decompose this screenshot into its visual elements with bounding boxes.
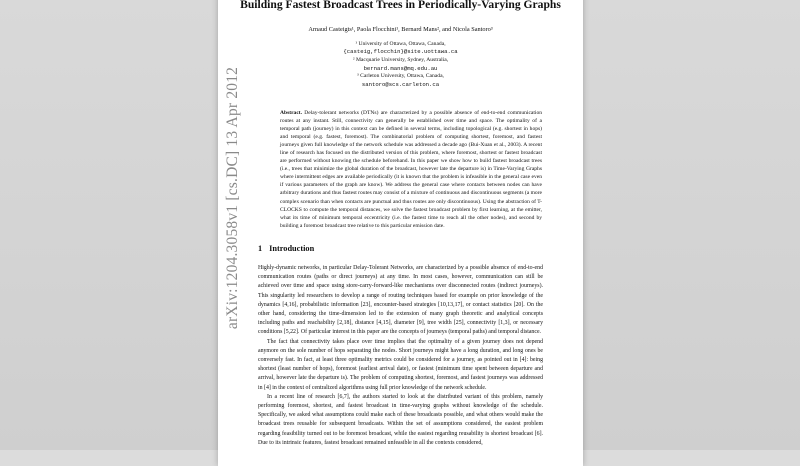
paper-title: Building Fastest Broadcast Trees in Periodically-Varying Graphs	[240, 0, 561, 11]
affiliation-3-email[interactable]: santoro@scs.carleton.ca	[361, 81, 440, 88]
affiliation-1: ¹ University of Ottawa, Ottawa, Canada,	[355, 41, 446, 47]
affiliation-1-email[interactable]: {casteig,flocchin}@site.uottawa.ca	[343, 48, 458, 55]
section-heading	[258, 244, 314, 253]
abstract-text: Delay-tolerant networks (DTNs) are characterized by a possible absence of end-to-end communication routes at any instant. Still, connectivity can generally be established over time and space. The optimality of a temporal path (journey) in this context can be defined in several terms, including topological (e.g. shortest in hops) and temporal (e.g. fastest, foremost). The combinatorial problem of computing shortest, foremost, and fastest journeys given full knowledge of the network schedule was addressed a decade ago (Bui-Xuan et al., 2003). A recent line of research has focused on the distributed version of this problem, where foremost, shortest or fastest broadcast are performed without knowing the schedule beforehand. In this paper we show how to build fastest broadcast trees (i.e., trees that minimize the global duration of the broadcast, however late the departure is) in Time-Varying Graphs where intermittent edges are available periodically (it is known that the problem is infeasible in the general case even if various parameters of the graph are know). We address the general case where contacts between nodes can have arbitrary durations and thus fastest routes may consist of a mixture of continuous and discontinuous segments (a more complex scenario than when contacts are punctual and thus routes are only discontinuous). Using the abstraction of T-CLOCKS to compute the temporal distances, we solve the fastest broadcast problem by first learning, at the emitter, what its time of minimum temporal eccentricity (i.e. the fastest time to reach all the other nodes), and second by building a foremost broadcast tree relative to this particular emission date.	[280, 110, 542, 229]
affiliation-3: ³ Carleton University, Ottawa, Canada,	[357, 73, 444, 79]
arxiv-side-label	[223, 66, 243, 330]
viewer-background-right	[583, 0, 800, 450]
abstract-label: Abstract.	[280, 110, 303, 116]
paragraph-3: In a recent line of research [6,7], the authors started to look at the distributed variant of this problem, namely performing foremost, shortest, and fastest broadcast in time-varying graphs without knowledge of the schedule. Specifically, we asked what assumptions could make each of these broadcasts possible, and what others would make the broadcast trees reusable for subsequent broadcasts. Within the set of assumptions considered, the easiest problem regarding feasibility turned out to be foremost broadcast, while the easiest regarding reusability is shortest broadcast [6]. Due to its intrinsic features, fastest broadcast remained unfeasible in all the contexts considered,	[258, 393, 543, 446]
author-list: Arnaud Casteigts¹, Paola Flocchini¹, Bernard Mans², and Nicola Santoro³	[308, 26, 493, 33]
pdf-page	[218, 0, 583, 466]
affiliation-2-email[interactable]: bernard.mans@mq.edu.au	[363, 65, 438, 72]
affiliation-2: ² Macquarie University, Sydney, Australia,	[352, 57, 449, 63]
abstract	[280, 109, 542, 230]
section-number: 1	[258, 244, 263, 253]
section-body	[258, 264, 543, 448]
viewer-background-left	[0, 0, 218, 450]
paragraph-2: The fact that connectivity takes place over time implies that the optimality of a given journey does not depend anymore on the sole number of hops separating the nodes. Short journeys might have a long duration, and long ones be conversely fast. In fact, at least three optimality metrics could be considered for a journey, as pointed out in [4]: being shortest (least number of hops), foremost (earliest arrival date), or fastest (minimum time spent between departure and arrival, however late the departure is). The problem of computing shortest, foremost, and fastest journeys was addressed in [4] in the context of centralized algorithms using full prior knowledge of the network schedule.	[258, 338, 543, 391]
paragraph-1: Highly-dynamic networks, in particular Delay-Tolerant Networks, are characterized by a possible absence of end-to-end communication routes (paths or direct journeys) at any time. In most cases, however, communication can still be achieved over time and space using store-carry-forward-like mechanisms over disconnected routes (indirect journeys). This singularity led researchers to develop a range of routing techniques based for example on prior knowledge of the dynamics [4,16], probabilistic information [23], encounter-based strategies [10,13,17], or contact statistics [20]. On the other hand, considering the time-dimension led to the extension of many graph theoretic and analytical concepts including paths and reachability [2,18], distance [4,15], diameter [9], tree width [25], connectivity [1,3], or necessary conditions [5,22]. Of particular interest in this paper are the concepts of journeys (temporal paths) and temporal distance.	[258, 265, 543, 336]
section-title: Introduction	[269, 244, 315, 253]
arxiv-id-text: arXiv:1204.3058v1 [cs.DC] 13 Apr 2012	[224, 66, 241, 330]
